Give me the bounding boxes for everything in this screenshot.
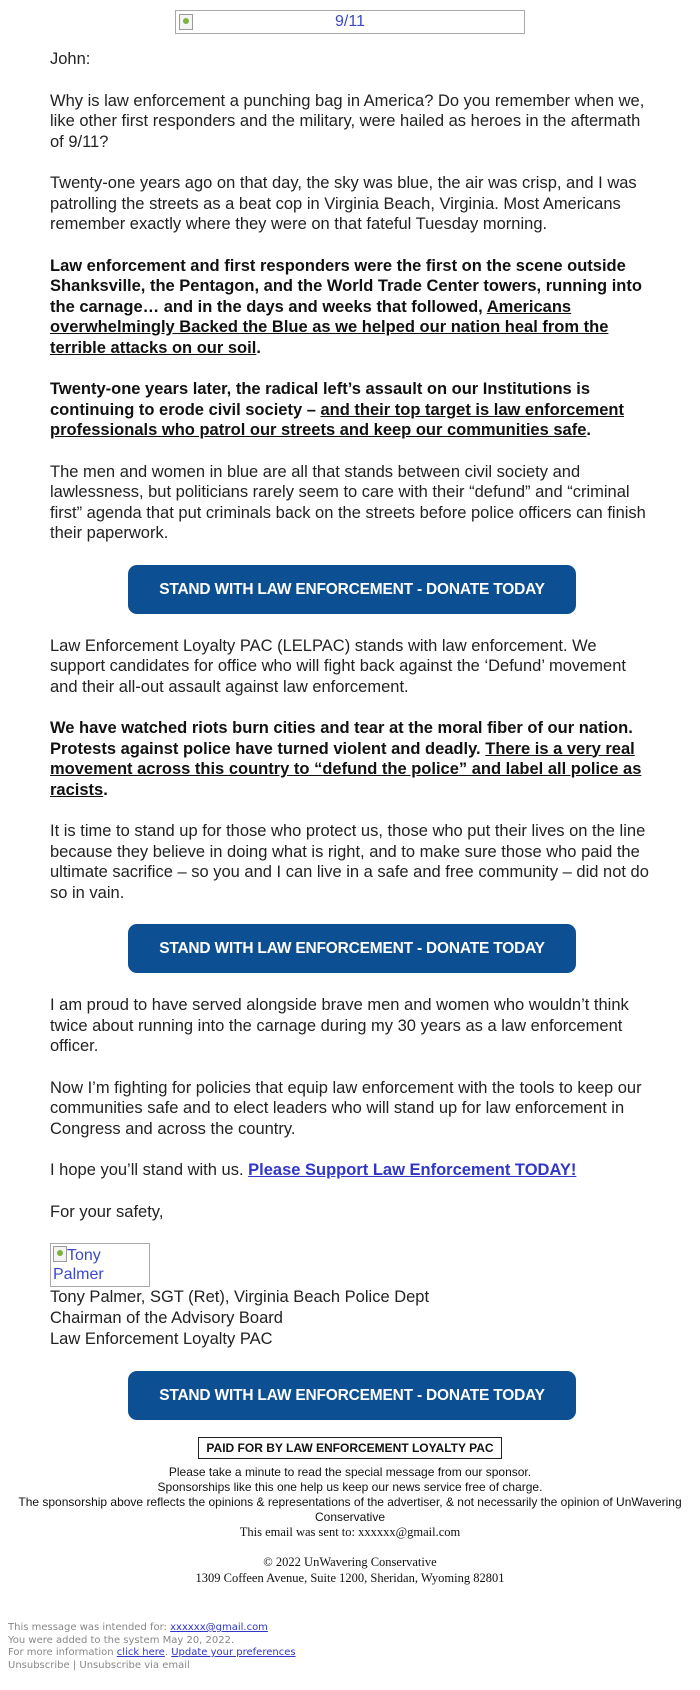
paragraph-3: [50, 256, 654, 359]
paragraph-4: [50, 379, 654, 441]
paragraph-1: Why is law enforcement a punching bag in America? Do you remember when we, like other first responders and the military, were hailed as heroes in the aftermath of 9/11?: [50, 91, 645, 151]
p3-underline: Americans overwhelmingly Backed the Blue as we helped our nation heal from the terrible attacks on our soil: [50, 297, 609, 357]
email-body: [46, 49, 654, 1420]
paid-for-disclaimer: PAID FOR BY LAW ENFORCEMENT LOYALTY PAC: [198, 1437, 501, 1459]
paragraph-5: The men and women in blue are all that stands between civil society and lawlessness, but politicians rarely seem to care with their “defund” and “criminal first” agenda that put criminals back on the streets before police officers can finish their paperwork.: [50, 462, 646, 542]
paragraph-11: [50, 1160, 654, 1181]
hero-image-alt: 9/11: [335, 13, 365, 30]
closing: For your safety,: [50, 1202, 164, 1221]
info-prefix: For more information: [8, 1647, 117, 1658]
footer-address: [0, 1554, 700, 1586]
paragraph-10: Now I’m fighting for policies that equip law enforcement with the tools to keep our communities safe and to elect leaders who will stand up for law enforcement in Congress and across the country.: [50, 1078, 642, 1138]
p7-bold: We have watched riots burn cities and tear at the moral fiber of our nation. Protests against police have turned violent and deadly.: [50, 719, 633, 758]
click-here-link[interactable]: click here: [116, 1647, 165, 1658]
signature-image-alt: Tony Palmer: [53, 1247, 104, 1283]
p11-text: I hope you’ll stand with us.: [50, 1161, 249, 1179]
paragraph-7: [50, 718, 654, 800]
p7-end: .: [103, 780, 108, 799]
sponsor-line-3: The sponsorship above reflects the opinions & representations of the advertiser, & not necessarily the opinion of UnWavering Conservative: [18, 1495, 682, 1524]
broken-image-icon: [179, 14, 193, 30]
street-address: 1309 Coffeen Avenue, Suite 1200, Sheridan, Wyoming 82801: [195, 1571, 505, 1585]
greeting: John:: [50, 50, 91, 68]
signature-line-2: Chairman of the Advisory Board: [50, 1309, 283, 1327]
intended-prefix: This message was intended for:: [8, 1622, 171, 1633]
signature-line-1: Tony Palmer, SGT (Ret), Virginia Beach Police Dept: [50, 1288, 430, 1306]
p4-underline: and their top target is law enforcement professionals who patrol our streets and keep our communities safe: [50, 400, 624, 439]
hero-image-placeholder: [175, 10, 525, 34]
unsubscribe-links[interactable]: Unsubscribe | Unsubscribe via email: [8, 1659, 190, 1671]
copyright: © 2022 UnWavering Conservative: [263, 1555, 437, 1569]
p4-bold: Twenty-one years later, the radical left’s assault on our Institutions is continuing to erode civil society –: [50, 380, 591, 419]
signature-block: [50, 1287, 654, 1350]
sponsor-line-1: Please take a minute to read the special message from our sponsor.: [168, 1465, 532, 1479]
donate-button-3[interactable]: STAND WITH LAW ENFORCEMENT - DONATE TODAY: [128, 1371, 576, 1420]
sent-to-line: This email was sent to: xxxxxx@gmail.com: [239, 1525, 461, 1539]
p3-end: .: [256, 338, 261, 357]
paragraph-6: Law Enforcement Loyalty PAC (LELPAC) stands with law enforcement. We support candidates for office who will fight back against the ‘Defund’ movement and their all-out assault against law enforcement.: [50, 636, 626, 696]
p7-underline: There is a very real movement across this country to “defund the police” and label all police as racists: [50, 739, 642, 799]
intended-email-link[interactable]: xxxxxx@gmail.com: [170, 1622, 268, 1633]
added-date: You were added to the system May 20, 2022.: [8, 1634, 235, 1646]
signature-image-placeholder: [50, 1243, 150, 1287]
broken-image-icon: [53, 1246, 67, 1262]
donate-button-1[interactable]: STAND WITH LAW ENFORCEMENT - DONATE TODAY: [128, 565, 576, 614]
donate-button-2[interactable]: STAND WITH LAW ENFORCEMENT - DONATE TODAY: [128, 924, 576, 973]
support-link[interactable]: Please Support Law Enforcement TODAY!: [248, 1161, 577, 1179]
update-preferences-link[interactable]: Update your preferences: [171, 1647, 296, 1658]
paragraph-2: Twenty-one years ago on that day, the sky was blue, the air was crisp, and I was patrolling the streets as a beat cop in Virginia Beach, Virginia. Most Americans remember exactly where they were on that fateful Tuesday morning.: [50, 174, 637, 233]
sponsor-line-2: Sponsorships like this one help us keep our news service free of charge.: [157, 1480, 543, 1494]
sponsor-message: [0, 1465, 700, 1540]
p3-bold: Law enforcement and first responders were the first on the scene outside Shanksville, the Pentagon, and the World Trade Center towers, running into the carnage… and in the days and weeks that followed,: [50, 256, 642, 316]
paragraph-9: I am proud to have served alongside brave men and women who wouldn’t think twice about running into the carnage during my 30 years as a law enforcement officer.: [50, 996, 629, 1055]
system-footer: This message was intended for: xxxxxx@gmail.com You were added to the system May 20, 2022. For more information click here. Update your preferences Unsubscribe | Unsubscribe via email: [8, 1622, 296, 1671]
p4-end: .: [586, 421, 591, 439]
paragraph-8: It is time to stand up for those who protect us, those who put their lives on the line because they believe in doing what is right, and to make sure those who paid the ultimate sacrifice – so you and I can live in a safe and free community – did not do so in vain.: [50, 822, 649, 902]
signature-line-3: Law Enforcement Loyalty PAC: [50, 1330, 273, 1348]
